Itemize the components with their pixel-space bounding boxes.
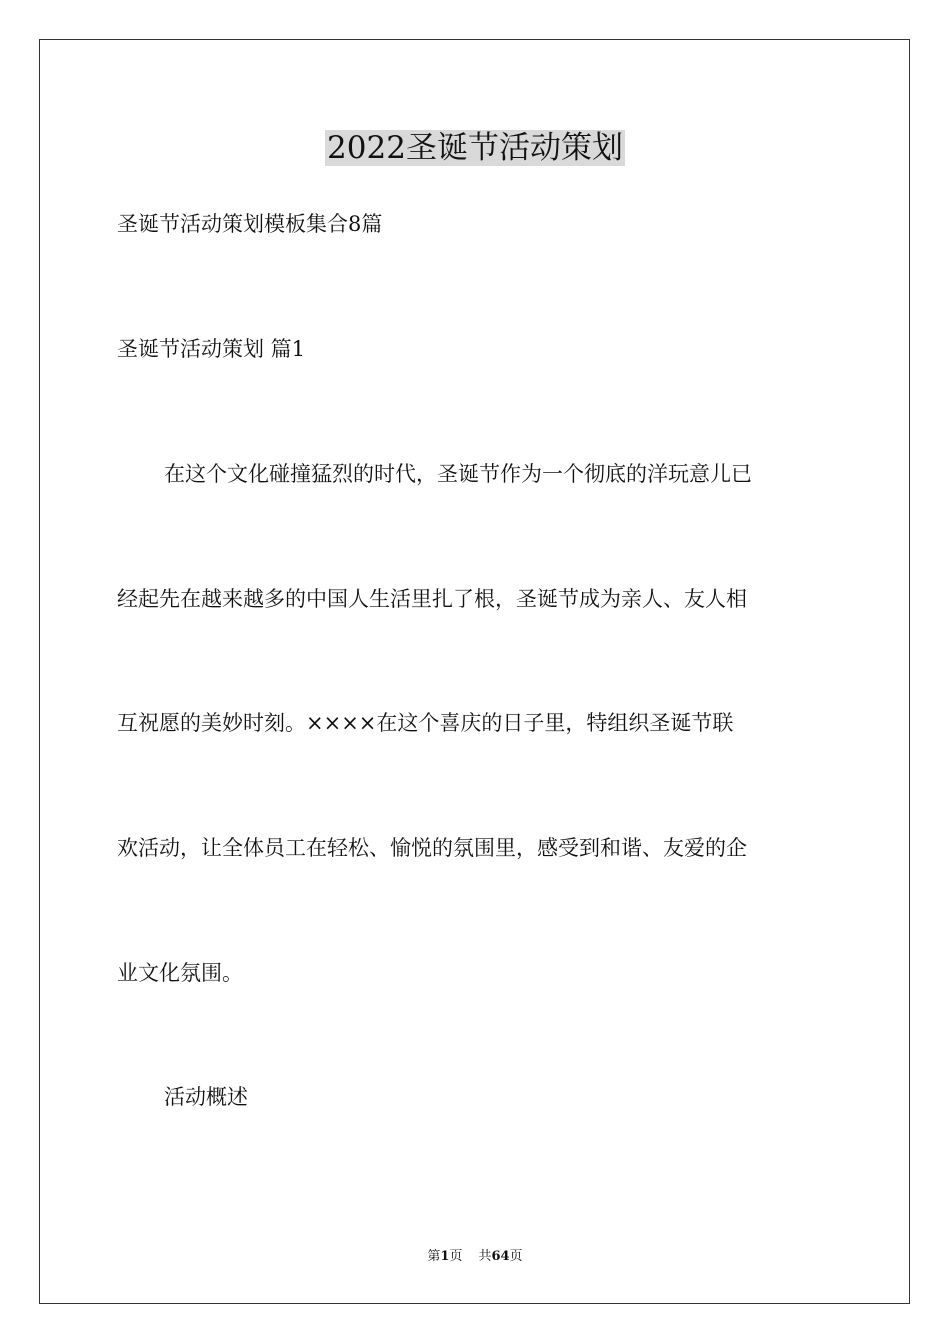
body-line: 互祝愿的美妙时刻。××××在这个喜庆的日子里，特组织圣诞节联	[117, 711, 734, 735]
body-line: 经起先在越来越多的中国人生活里扎了根，圣诞节成为亲人、友人相	[117, 587, 747, 611]
document-title	[0, 126, 950, 170]
document-title-text: 2022圣诞节活动策划	[327, 130, 623, 166]
sub-heading: 活动概述	[164, 1085, 248, 1109]
page-footer	[0, 1247, 950, 1267]
body-line: 业文化氛围。	[117, 961, 243, 985]
document-subtitle: 圣诞节活动策划模板集合8篇	[117, 212, 383, 236]
body-line: 在这个文化碰撞猛烈的时代，圣诞节作为一个彻底的洋玩意儿已	[164, 462, 752, 486]
footer-page-suffix: 页	[449, 1249, 463, 1264]
body-line: 欢活动，让全体员工在轻松、愉悦的氛围里，感受到和谐、友爱的企	[117, 836, 747, 860]
footer-total-prefix: 共	[478, 1249, 492, 1264]
footer-total-suffix: 页	[509, 1249, 523, 1264]
footer-total-pages: 64	[491, 1249, 510, 1264]
section-heading: 圣诞节活动策划 篇1	[117, 337, 306, 361]
footer-page-number: 1	[440, 1249, 450, 1264]
footer-page-prefix: 第	[427, 1249, 441, 1264]
